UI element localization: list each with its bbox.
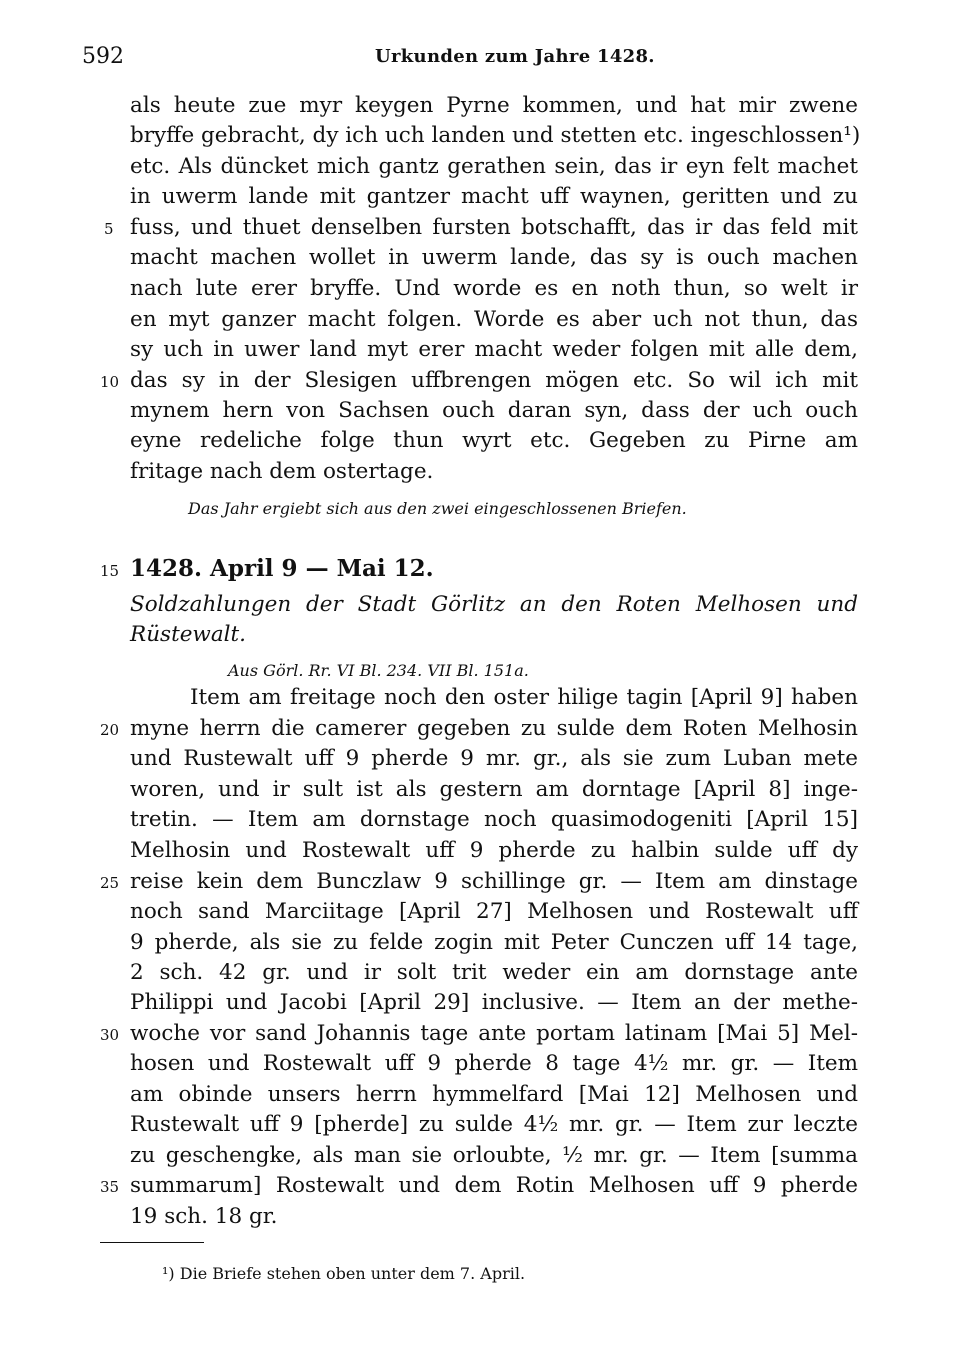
text-line: Rustewalt uff 9 [pherde] zu sulde 4½ mr. gr. — Item zur leczte — [130, 1112, 858, 1137]
text-line: woren, und ir sult ist als gestern am dorntage [April 8] inge- — [130, 777, 858, 802]
text-line: etc. Als düncket mich gantz gerathen sein, das ir eyn felt machet — [130, 154, 858, 179]
text-line: 2 sch. 42 gr. und ir solt trit weder ein am dornstage ante — [130, 960, 858, 985]
page-number: 592 — [82, 44, 124, 69]
text-line: summarum] Rostewalt und dem Rotin Melhosen uff 9 pherde — [130, 1173, 858, 1198]
line-number: 20 — [100, 721, 120, 739]
text-line: das sy in der Slesigen uffbrengen mögen etc. So wil ich mit — [130, 368, 858, 393]
text-line: sy uch in uwer land myt erer macht weder folgen mit alle dem, — [130, 337, 858, 362]
line-number: 25 — [100, 874, 120, 892]
line-number: 35 — [100, 1178, 120, 1196]
text-line: in uwerm lande mit gantzer macht uff waynen, geritten und zu — [130, 184, 858, 209]
text-line: bryffe gebracht, dy ich uch landen und stetten etc. ingeschlossen¹) — [130, 123, 861, 148]
document-title: Soldzahlungen der Stadt Görlitz an den Roten Melhosen und — [130, 592, 858, 617]
text-line: nach lute erer bryffe. Und worde es en noth thun, so welt ir — [130, 276, 858, 301]
text-line: 19 sch. 18 gr. — [130, 1204, 278, 1229]
text-line: tretin. — Item am dornstage noch quasimodogeniti [April 15] — [130, 807, 858, 832]
text-line: reise kein dem Bunczlaw 9 schillinge gr. — Item am dinstage — [130, 869, 858, 894]
text-line: Item am freitage noch den oster hilige tagin [April 9] haben — [190, 685, 858, 710]
text-line: myne herrn die camerer gegeben zu sulde dem Roten Melhosin — [130, 716, 858, 741]
document-title: Rüstewalt. — [130, 622, 247, 647]
text-line: en myt ganzer macht folgen. Worde es aber uch not thun, das — [130, 307, 858, 332]
text-line: macht machen wollet in uwerm lande, das sy is ouch machen — [130, 245, 858, 270]
document-heading: 1428. April 9 — Mai 12. — [130, 555, 434, 582]
text-line: hosen und Rostewalt uff 9 pherde 8 tage 4½ mr. gr. — Item — [130, 1051, 858, 1076]
text-line: mynem hern von Sachsen ouch daran syn, dass der uch ouch — [130, 398, 858, 423]
text-line: fritage nach dem ostertage. — [130, 459, 434, 484]
text-line: Melhosin und Rostewalt uff 9 pherde zu halbin sulde uff dy — [130, 838, 858, 863]
line-number: 30 — [100, 1026, 120, 1044]
text-line: eyne redeliche folge thun wyrt etc. Gegeben zu Pirne am — [130, 428, 858, 453]
line-number: 15 — [100, 562, 120, 580]
text-line: 9 pherde, als sie zu felde zogin mit Peter Cunczen uff 14 tage, — [130, 930, 858, 955]
line-number: 10 — [100, 373, 120, 391]
text-line: woche vor sand Johannis tage ante portam latinam [Mai 5] Mel- — [130, 1021, 858, 1046]
text-line: am obinde unsers herrn hymmelfard [Mai 12] Melhosen und — [130, 1082, 858, 1107]
footnote-rule — [100, 1242, 204, 1243]
running-header: Urkunden zum Jahre 1428. — [375, 46, 655, 67]
text-line: als heute zue myr keygen Pyrne kommen, und hat mir zwene — [130, 93, 858, 118]
footnote: ¹) Die Briefe stehen oben unter dem 7. April. — [162, 1264, 526, 1283]
text-line: fuss, und thuet denselben fursten botschafft, das ir das feld mit — [130, 215, 858, 240]
text-line: noch sand Marciitage [April 27] Melhosen und Rostewalt uff — [130, 899, 858, 924]
editorial-note: Das Jahr ergiebt sich aus den zwei eingeschlossenen Briefen. — [188, 499, 687, 518]
text-line: und Rustewalt uff 9 pherde 9 mr. gr., als sie zum Luban mete — [130, 746, 858, 771]
text-line: zu geschengke, als man sie orloubte, ½ mr. gr. — Item [summa — [130, 1143, 858, 1168]
source-reference: Aus Görl. Rr. VI Bl. 234. VII Bl. 151a. — [228, 661, 529, 680]
text-line: Philippi und Jacobi [April 29] inclusive. — Item an der methe- — [130, 990, 858, 1015]
line-number: 5 — [104, 220, 114, 238]
